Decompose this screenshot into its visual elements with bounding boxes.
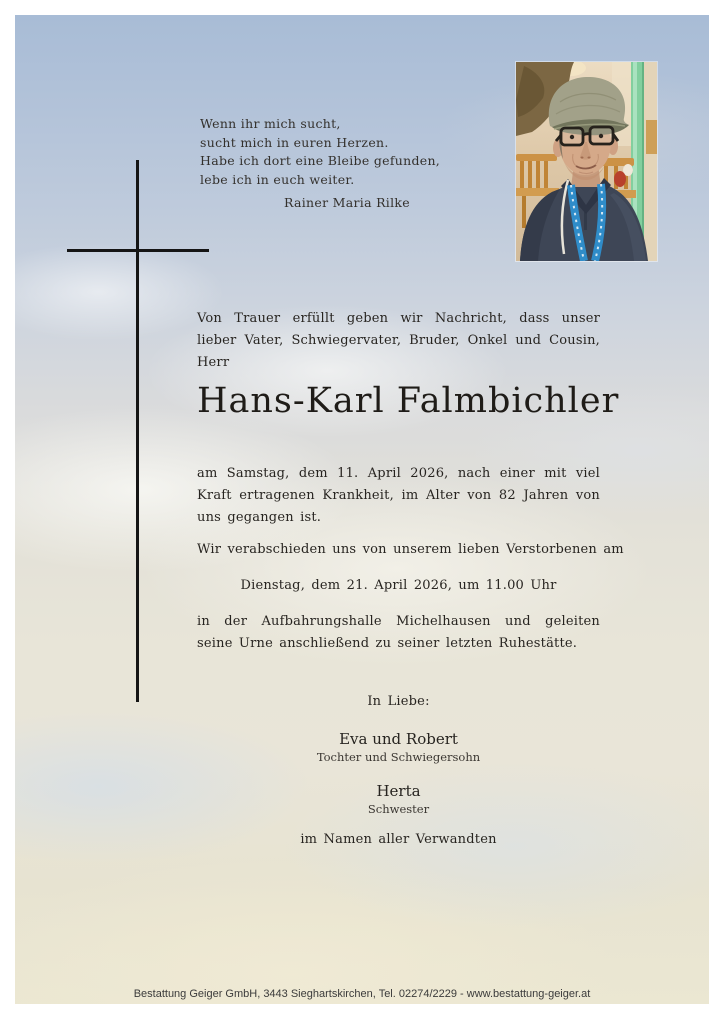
deceased-name: Hans-Karl Falmbichler (197, 381, 620, 421)
poem-line: Wenn ihr mich sucht, (200, 116, 341, 131)
sky-painting-background (15, 15, 709, 1004)
closing-salutation: In Liebe: (367, 694, 430, 709)
poem-line: Habe ich dort eine Bleibe gefunden, (200, 153, 441, 168)
poem-line: lebe ich in euch weiter. (200, 171, 355, 187)
cross-icon-bar (67, 249, 209, 252)
announcement-column (197, 15, 624, 1004)
poem-attribution: Rainer Maria Rilke (284, 195, 410, 210)
mourner-relation: Tochter und Schwiegersohn (316, 750, 481, 764)
mourner-relation: Schwester (367, 802, 430, 816)
funeral-home-footer: Bestattung Geiger GmbH, 3443 Sieghartskirchen, Tel. 02274/2229 - www.bestattung-geiger.at (133, 988, 591, 1000)
death-details: am Samstag, dem 11. April 2026, nach einer mit viel Kraft ertragenen Krankheit, im Alter von 82 Jahren von uns gegangen ist. (197, 466, 600, 525)
closing-final-line: im Namen aller Verwandten (300, 832, 497, 847)
mourner-entry (197, 781, 600, 818)
mourner-name: Herta (376, 782, 421, 800)
funeral-location: in der Aufbahrungshalle Michelhausen und geleiten seine Urne anschließend zu seiner letzten Ruhestätte. (197, 614, 600, 651)
farewell-line: Wir verabschieden uns von unserem lieben Verstorbenen am (197, 542, 624, 557)
announcement-intro: Von Trauer erfüllt geben wir Nachricht, dass unser lieber Vater, Schwiegervater, Bruder, Onkel und Cousin, Herr (197, 311, 600, 370)
cross-icon (136, 160, 139, 702)
poem-line: sucht mich in euren Herzen. (200, 134, 389, 150)
mourner-name: Eva und Robert (339, 730, 458, 748)
funeral-datetime: Dienstag, dem 21. April 2026, um 11.00 Uhr (240, 578, 557, 593)
mourner-entry (197, 729, 600, 766)
